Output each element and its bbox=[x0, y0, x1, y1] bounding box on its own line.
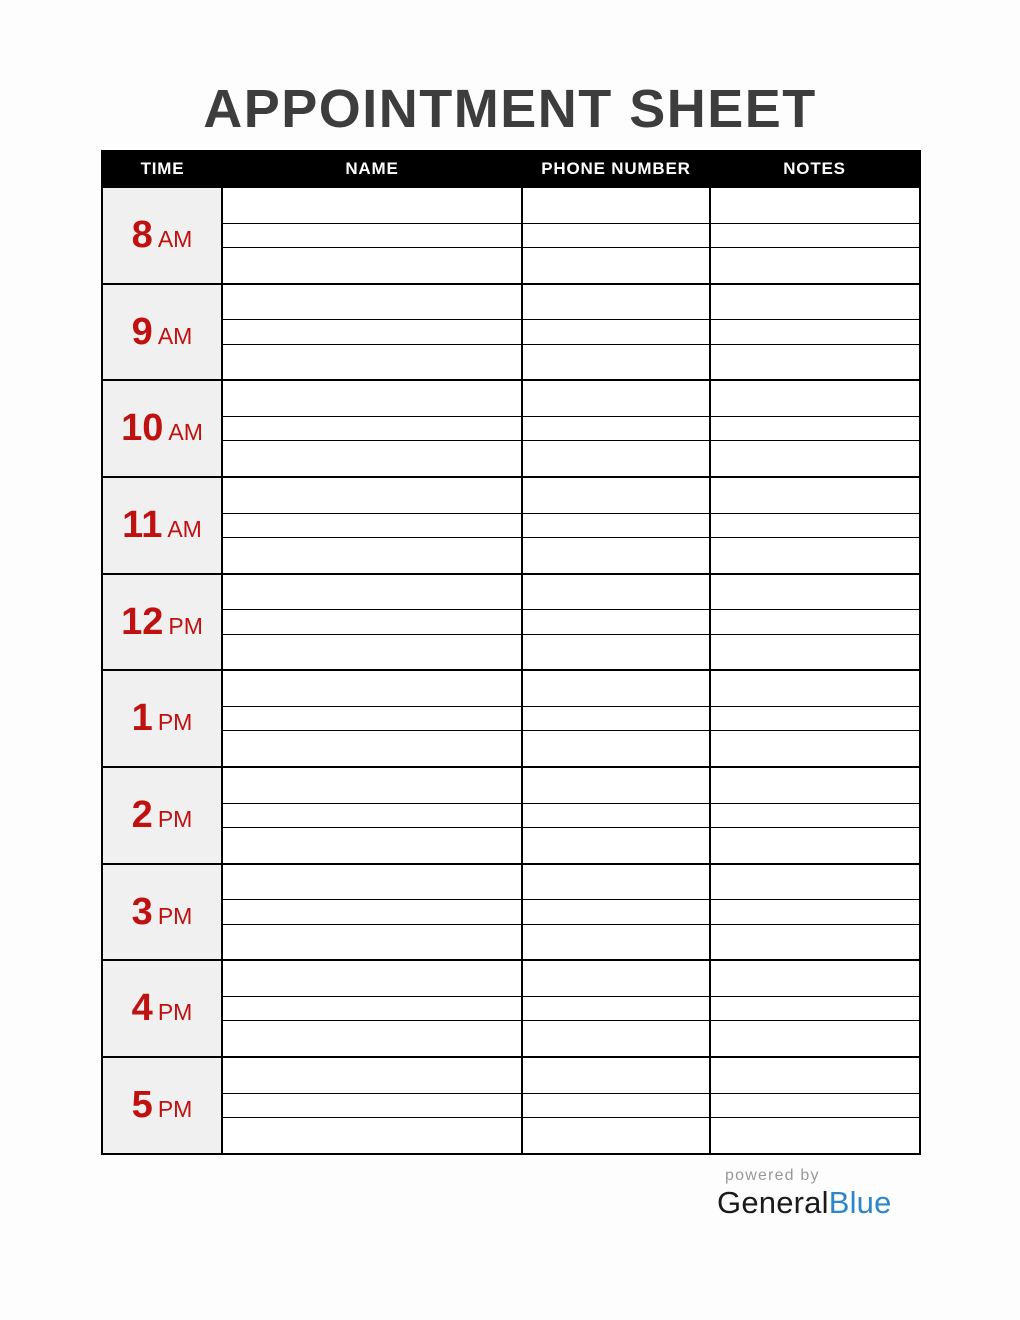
entry-notes-cell[interactable] bbox=[710, 634, 920, 670]
entry-name-cell[interactable] bbox=[222, 344, 522, 380]
time-hour: 4 bbox=[131, 987, 153, 1030]
entry-name-cell[interactable] bbox=[222, 997, 522, 1021]
entry-notes-cell[interactable] bbox=[710, 320, 920, 344]
entry-phone-cell[interactable] bbox=[522, 477, 710, 513]
entry-phone-cell[interactable] bbox=[522, 284, 710, 320]
entry-notes-cell[interactable] bbox=[710, 417, 920, 441]
time-period: AM bbox=[157, 225, 193, 252]
entry-name-cell[interactable] bbox=[222, 477, 522, 513]
entry-notes-cell[interactable] bbox=[710, 284, 920, 320]
table-header bbox=[102, 151, 920, 187]
entry-phone-cell[interactable] bbox=[522, 1093, 710, 1117]
entry-phone-cell[interactable] bbox=[522, 320, 710, 344]
entry-name-cell[interactable] bbox=[222, 864, 522, 900]
slot-row bbox=[102, 610, 920, 634]
entry-notes-cell[interactable] bbox=[710, 731, 920, 767]
entry-phone-cell[interactable] bbox=[522, 187, 710, 223]
time-period: AM bbox=[157, 322, 193, 349]
entry-name-cell[interactable] bbox=[222, 417, 522, 441]
slot-row bbox=[102, 634, 920, 670]
entry-notes-cell[interactable] bbox=[710, 610, 920, 634]
time-period: AM bbox=[168, 419, 203, 446]
entry-name-cell[interactable] bbox=[222, 1117, 522, 1154]
time-hour: 2 bbox=[131, 793, 153, 836]
entry-name-cell[interactable] bbox=[222, 441, 522, 477]
entry-notes-cell[interactable] bbox=[710, 247, 920, 283]
entry-name-cell[interactable] bbox=[222, 320, 522, 344]
entry-notes-cell[interactable] bbox=[710, 960, 920, 996]
entry-phone-cell[interactable] bbox=[522, 827, 710, 863]
entry-name-cell[interactable] bbox=[222, 247, 522, 283]
time-period: PM bbox=[168, 612, 203, 639]
slot-row bbox=[102, 417, 920, 441]
time-slot-label-12pm bbox=[102, 574, 222, 671]
entry-name-cell[interactable] bbox=[222, 827, 522, 863]
slot-row bbox=[102, 1021, 920, 1057]
time-hour: 12 bbox=[121, 600, 164, 643]
entry-notes-cell[interactable] bbox=[710, 827, 920, 863]
entry-phone-cell[interactable] bbox=[522, 610, 710, 634]
slot-row bbox=[102, 537, 920, 573]
time-hour: 9 bbox=[131, 310, 153, 353]
slot-row bbox=[102, 707, 920, 731]
time-hour: 10 bbox=[121, 407, 164, 450]
entry-name-cell[interactable] bbox=[222, 284, 522, 320]
entry-notes-cell[interactable] bbox=[710, 574, 920, 610]
entry-phone-cell[interactable] bbox=[522, 634, 710, 670]
brand-name-blue: Blue bbox=[828, 1184, 892, 1220]
entry-notes-cell[interactable] bbox=[710, 1093, 920, 1117]
entry-notes-cell[interactable] bbox=[710, 767, 920, 803]
column-header-notes: NOTES bbox=[710, 151, 920, 187]
slot-row bbox=[102, 1057, 920, 1093]
entry-name-cell[interactable] bbox=[222, 634, 522, 670]
slot-row bbox=[102, 670, 920, 706]
entry-name-cell[interactable] bbox=[222, 707, 522, 731]
entry-name-cell[interactable] bbox=[222, 380, 522, 416]
time-period: AM bbox=[167, 515, 202, 542]
entry-notes-cell[interactable] bbox=[710, 537, 920, 573]
appointment-table bbox=[101, 150, 921, 1155]
time-hour: 8 bbox=[131, 213, 153, 256]
slot-row bbox=[102, 827, 920, 863]
slot-row bbox=[102, 997, 920, 1021]
slot-row bbox=[102, 731, 920, 767]
entry-notes-cell[interactable] bbox=[710, 707, 920, 731]
entry-name-cell[interactable] bbox=[222, 187, 522, 223]
entry-notes-cell[interactable] bbox=[710, 187, 920, 223]
entry-notes-cell[interactable] bbox=[710, 803, 920, 827]
entry-notes-cell[interactable] bbox=[710, 997, 920, 1021]
entry-phone-cell[interactable] bbox=[522, 247, 710, 283]
entry-notes-cell[interactable] bbox=[710, 1117, 920, 1154]
slot-row bbox=[102, 864, 920, 900]
sheet-container bbox=[101, 150, 919, 1155]
entry-notes-cell[interactable] bbox=[710, 924, 920, 960]
entry-phone-cell[interactable] bbox=[522, 1057, 710, 1093]
slot-row bbox=[102, 574, 920, 610]
table-header-row bbox=[102, 151, 920, 187]
entry-notes-cell[interactable] bbox=[710, 1057, 920, 1093]
column-header-name: NAME bbox=[222, 151, 522, 187]
time-slot-label-8am bbox=[102, 187, 222, 284]
entry-name-cell[interactable] bbox=[222, 960, 522, 996]
slot-row bbox=[102, 284, 920, 320]
entry-phone-cell[interactable] bbox=[522, 924, 710, 960]
time-hour: 11 bbox=[122, 503, 163, 546]
entry-notes-cell[interactable] bbox=[710, 864, 920, 900]
time-period: PM bbox=[157, 999, 193, 1026]
entry-name-cell[interactable] bbox=[222, 610, 522, 634]
entry-phone-cell[interactable] bbox=[522, 537, 710, 573]
slot-row bbox=[102, 477, 920, 513]
entry-name-cell[interactable] bbox=[222, 574, 522, 610]
entry-name-cell[interactable] bbox=[222, 1057, 522, 1093]
slot-row bbox=[102, 223, 920, 247]
time-slot-label-9am bbox=[102, 284, 222, 381]
entry-phone-cell[interactable] bbox=[522, 997, 710, 1021]
time-period: PM bbox=[157, 805, 193, 832]
entry-phone-cell[interactable] bbox=[522, 574, 710, 610]
time-slot-label-5pm bbox=[102, 1057, 222, 1154]
entry-name-cell[interactable] bbox=[222, 1093, 522, 1117]
generalblue-logo bbox=[717, 1185, 892, 1221]
entry-name-cell[interactable] bbox=[222, 670, 522, 706]
slot-row bbox=[102, 247, 920, 283]
slot-row bbox=[102, 803, 920, 827]
entry-phone-cell[interactable] bbox=[522, 380, 710, 416]
entry-phone-cell[interactable] bbox=[522, 344, 710, 380]
appointment-table-body bbox=[102, 187, 920, 1154]
entry-name-cell[interactable] bbox=[222, 767, 522, 803]
entry-name-cell[interactable] bbox=[222, 223, 522, 247]
time-period: PM bbox=[157, 1096, 193, 1123]
slot-row bbox=[102, 441, 920, 477]
slot-row bbox=[102, 924, 920, 960]
entry-name-cell[interactable] bbox=[222, 900, 522, 924]
time-slot-label-2pm bbox=[102, 767, 222, 864]
slot-row bbox=[102, 900, 920, 924]
entry-phone-cell[interactable] bbox=[522, 803, 710, 827]
entry-notes-cell[interactable] bbox=[710, 900, 920, 924]
entry-phone-cell[interactable] bbox=[522, 1117, 710, 1154]
entry-phone-cell[interactable] bbox=[522, 731, 710, 767]
entry-phone-cell[interactable] bbox=[522, 223, 710, 247]
footer-brand bbox=[717, 1167, 892, 1220]
brand-name-general: General bbox=[717, 1184, 829, 1220]
time-slot-label-11am bbox=[102, 477, 222, 574]
column-header-phone: PHONE NUMBER bbox=[522, 151, 710, 187]
powered-by-text: powered by bbox=[725, 1167, 820, 1184]
slot-row bbox=[102, 344, 920, 380]
entry-phone-cell[interactable] bbox=[522, 864, 710, 900]
column-header-time: TIME bbox=[102, 151, 222, 187]
entry-name-cell[interactable] bbox=[222, 731, 522, 767]
entry-phone-cell[interactable] bbox=[522, 670, 710, 706]
time-hour: 5 bbox=[131, 1084, 153, 1127]
entry-phone-cell[interactable] bbox=[522, 513, 710, 537]
time-slot-label-1pm bbox=[102, 670, 222, 767]
entry-notes-cell[interactable] bbox=[710, 513, 920, 537]
entry-phone-cell[interactable] bbox=[522, 900, 710, 924]
page-title: APPOINTMENT SHEET bbox=[203, 79, 817, 139]
slot-row bbox=[102, 1093, 920, 1117]
entry-phone-cell[interactable] bbox=[522, 417, 710, 441]
time-slot-label-10am bbox=[102, 380, 222, 477]
entry-notes-cell[interactable] bbox=[710, 670, 920, 706]
entry-name-cell[interactable] bbox=[222, 1021, 522, 1057]
entry-notes-cell[interactable] bbox=[710, 441, 920, 477]
entry-notes-cell[interactable] bbox=[710, 380, 920, 416]
entry-name-cell[interactable] bbox=[222, 537, 522, 573]
entry-name-cell[interactable] bbox=[222, 924, 522, 960]
time-period: PM bbox=[157, 902, 193, 929]
slot-row bbox=[102, 320, 920, 344]
slot-row bbox=[102, 960, 920, 996]
entry-name-cell[interactable] bbox=[222, 803, 522, 827]
slot-row bbox=[102, 380, 920, 416]
entry-phone-cell[interactable] bbox=[522, 1021, 710, 1057]
entry-phone-cell[interactable] bbox=[522, 960, 710, 996]
time-hour: 3 bbox=[131, 890, 153, 933]
time-period: PM bbox=[157, 709, 193, 736]
slot-row bbox=[102, 767, 920, 803]
slot-row bbox=[102, 513, 920, 537]
slot-row bbox=[102, 1117, 920, 1154]
entry-notes-cell[interactable] bbox=[710, 344, 920, 380]
entry-name-cell[interactable] bbox=[222, 513, 522, 537]
entry-phone-cell[interactable] bbox=[522, 707, 710, 731]
time-slot-label-4pm bbox=[102, 960, 222, 1057]
entry-phone-cell[interactable] bbox=[522, 767, 710, 803]
slot-row bbox=[102, 187, 920, 223]
time-slot-label-3pm bbox=[102, 864, 222, 961]
entry-notes-cell[interactable] bbox=[710, 477, 920, 513]
time-hour: 1 bbox=[131, 697, 153, 740]
entry-notes-cell[interactable] bbox=[710, 223, 920, 247]
entry-notes-cell[interactable] bbox=[710, 1021, 920, 1057]
entry-phone-cell[interactable] bbox=[522, 441, 710, 477]
